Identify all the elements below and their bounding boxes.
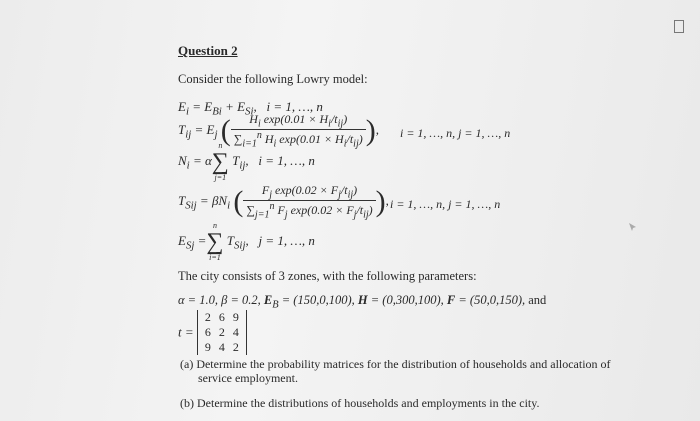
part-a-cont: service employment. xyxy=(198,371,298,385)
page-icon[interactable] xyxy=(674,20,684,33)
matrix-label: t = xyxy=(178,324,194,340)
eq3-range: i = 1, …, n xyxy=(258,152,315,168)
equation-2: $T_{ij} = E_j$ ( $\frac{H_i \exp(0.01 \times H_i/t_{ij})}{\sum_{i=1}^n H_i \exp(0.01 \times H_i/t_{ij})}$ ), xyxy=(178,112,379,150)
eq5-bot: i=1 xyxy=(209,253,221,262)
matrix-cell: 6 xyxy=(218,310,225,324)
eq5-top: n xyxy=(212,221,217,230)
matrix-cell: 9 xyxy=(204,340,211,354)
eq3-bot: j=1 xyxy=(214,173,227,182)
equation-5: $E_{Sj}$ = n ∑ i=1 $T_{Sij}$, j = 1, …, n xyxy=(178,221,315,262)
part-b: (b) Determine the distributions of households and employments in the city. xyxy=(180,396,540,410)
matrix-cell: 6 xyxy=(204,325,211,339)
matrix-cell: 4 xyxy=(218,340,225,354)
matrix-cell: 4 xyxy=(232,325,239,339)
t-matrix xyxy=(197,310,247,355)
eq3-top: n xyxy=(218,141,223,150)
matrix-cell: 2 xyxy=(204,310,211,324)
matrix-cell: 2 xyxy=(218,325,225,339)
params-line: α = 1.0, β = 0.2, $E_B = (150,0,100)$, H = (0,300,100), F = (50,0,150), and xyxy=(178,293,547,311)
cursor-icon xyxy=(628,222,638,232)
question-title: Question 2 xyxy=(178,43,238,58)
eq2-range: i = 1, …, n, j = 1, …, n xyxy=(400,126,511,140)
eq4-range: i = 1, …, n, j = 1, …, n xyxy=(390,197,501,211)
equation-1: $E_i = E_{Bi} + E_{Si}$, i = 1, …, n xyxy=(178,99,323,118)
equation-4: $T_{Sij} = \beta N_i$ ( $\frac{F_j \exp(0.02 \times F_j/t_{ij})}{\sum_{j=1}^n F_j \exp(0.02 \times F_j/t_{ij})}$ ), xyxy=(178,183,389,221)
matrix-block xyxy=(178,310,247,355)
part-a: (a) Determine the probability matrices for the distribution of households and allocation of xyxy=(180,357,611,371)
zones-text: The city consists of 3 zones, with the following parameters: xyxy=(178,269,477,283)
matrix-cell: 9 xyxy=(232,310,239,324)
eq5-range: j = 1, …, n xyxy=(258,232,315,248)
intro-text: Consider the following Lowry model: xyxy=(178,72,368,86)
matrix-cell: 2 xyxy=(232,340,239,354)
eq1-range: i = 1, …, n xyxy=(266,99,323,114)
equation-3: $N_i = \alpha$ n ∑ j=1 $T_{ij}$, i = 1, …, n xyxy=(178,141,315,182)
